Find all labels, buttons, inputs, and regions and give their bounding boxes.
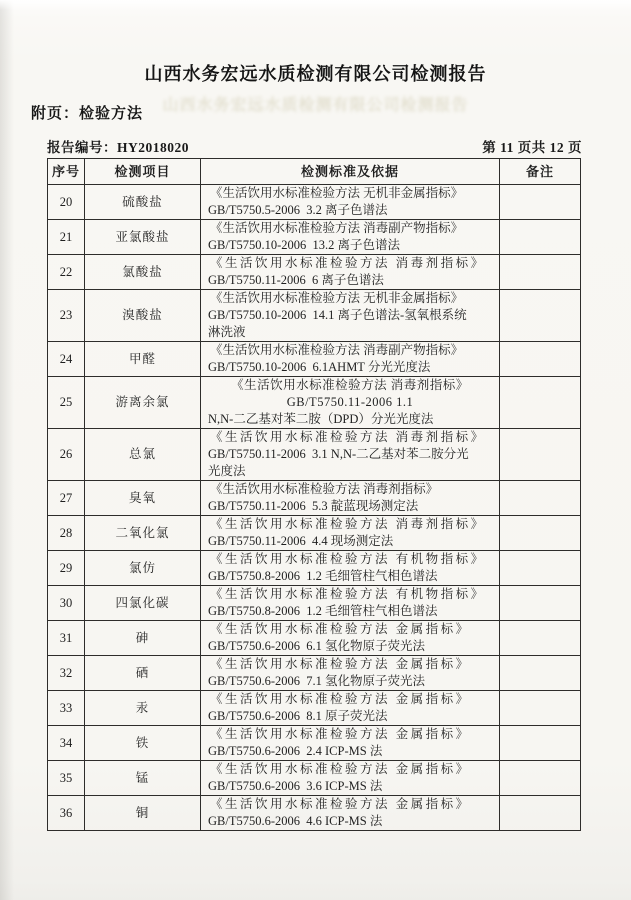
row-number-cell: 33 [48, 691, 85, 726]
attachment-page-label: 附页：检验方法 [31, 105, 144, 122]
remark-cell [500, 761, 581, 796]
test-item-cell: 氯仿 [85, 551, 201, 586]
standard-cell [201, 481, 500, 516]
test-item-cell: 游离余氯 [85, 377, 201, 429]
standard-line: 《生活饮用水标准检验方法 金属指标》 [210, 622, 471, 636]
table-row [48, 726, 581, 761]
standard-line: 《生活饮用水标准检验方法 金属指标》 [210, 727, 471, 741]
standard-line: 《生活饮用水标准检验方法 有机物指标》 [210, 587, 486, 601]
remark-cell [500, 656, 581, 691]
test-item-cell: 锰 [85, 761, 201, 796]
row-number-cell: 34 [48, 726, 85, 761]
remark-cell [500, 516, 581, 551]
scan-edge-shadow [0, 0, 14, 900]
standard-cell [201, 185, 500, 220]
test-item-cell: 硫酸盐 [85, 185, 201, 220]
page-title: 山西水务宏远水质检测有限公司检测报告 [144, 64, 487, 84]
standard-line: GB/T5750.6-2006 4.6 ICP-MS 法 [208, 814, 383, 828]
standard-line: GB/T5750.11-2006 3.1 N,N-二乙基对苯二胺分光 [208, 447, 469, 461]
standard-line: GB/T5750.10-2006 14.1 离子色谱法-氢氧根系统 [208, 308, 467, 322]
row-number-cell: 20 [48, 185, 85, 220]
table-row [48, 220, 581, 255]
standard-line: 光度法 [208, 464, 246, 478]
column-header-remark: 备注 [500, 159, 581, 185]
standard-cell [201, 255, 500, 290]
remark-cell [500, 551, 581, 586]
standard-cell [201, 342, 500, 377]
remark-cell [500, 290, 581, 342]
standard-line: 《生活饮用水标准检验方法 消毒剂指标》 [231, 378, 469, 392]
row-number-cell: 30 [48, 586, 85, 621]
test-item-cell: 氯酸盐 [85, 255, 201, 290]
remark-cell [500, 796, 581, 831]
table-row [48, 761, 581, 796]
standard-line: 《生活饮用水标准检验方法 有机物指标》 [210, 552, 486, 566]
standard-line: GB/T5750.11-2006 5.3 靛蓝现场测定法 [208, 499, 419, 513]
remark-cell [500, 586, 581, 621]
standard-line: 《生活饮用水标准检验方法 金属指标》 [210, 692, 471, 706]
row-number-cell: 24 [48, 342, 85, 377]
scan-top-highlight [0, 0, 631, 10]
standard-cell [201, 551, 500, 586]
standard-cell [201, 429, 500, 481]
row-number-cell: 22 [48, 255, 85, 290]
standard-line: 《生活饮用水标准检验方法 消毒副产物指标》 [210, 221, 464, 235]
remark-cell [500, 691, 581, 726]
standard-line: N,N-二乙基对苯二胺（DPD）分光光度法 [208, 412, 434, 426]
standard-cell [201, 726, 500, 761]
standard-cell [201, 656, 500, 691]
standard-line: GB/T5750.5-2006 3.2 离子色谱法 [208, 203, 388, 217]
standard-line: GB/T5750.11-2006 6 离子色谱法 [208, 273, 384, 287]
remark-cell [500, 220, 581, 255]
column-header-number: 序号 [48, 159, 85, 185]
row-number-cell: 21 [48, 220, 85, 255]
table-row [48, 290, 581, 342]
standard-line: GB/T5750.6-2006 2.4 ICP-MS 法 [208, 744, 383, 758]
test-methods-table [47, 158, 581, 831]
bleed-through-ghost-title: 山西水务宏远水质检测有限公司检测报告 [162, 97, 469, 114]
standard-line: 《生活饮用水标准检验方法 无机非金属指标》 [210, 291, 464, 305]
test-item-cell: 铁 [85, 726, 201, 761]
column-header-standard: 检测标准及依据 [201, 159, 500, 185]
remark-cell [500, 342, 581, 377]
remark-cell [500, 429, 581, 481]
standard-line: GB/T5750.10-2006 13.2 离子色谱法 [208, 238, 401, 252]
row-number-cell: 35 [48, 761, 85, 796]
table-row [48, 691, 581, 726]
report-number: 报告编号：HY2018020 [47, 140, 189, 155]
table-row [48, 481, 581, 516]
table-row [48, 185, 581, 220]
remark-cell [500, 726, 581, 761]
test-item-cell: 硒 [85, 656, 201, 691]
column-header-test-item: 检测项目 [85, 159, 201, 185]
standard-cell [201, 796, 500, 831]
remark-cell [500, 481, 581, 516]
table-row [48, 377, 581, 429]
remark-cell [500, 185, 581, 220]
table-row [48, 516, 581, 551]
test-item-cell: 甲醛 [85, 342, 201, 377]
standard-line: GB/T5750.8-2006 1.2 毛细管柱气相色谱法 [208, 604, 438, 618]
standard-line: GB/T5750.6-2006 8.1 原子荧光法 [208, 709, 388, 723]
test-item-cell: 二氧化氯 [85, 516, 201, 551]
row-number-cell: 36 [48, 796, 85, 831]
row-number-cell: 31 [48, 621, 85, 656]
test-item-cell: 亚氯酸盐 [85, 220, 201, 255]
standard-line: 《生活饮用水标准检验方法 消毒剂指标》 [210, 482, 439, 496]
standard-cell [201, 586, 500, 621]
table-row [48, 656, 581, 691]
test-item-cell: 四氯化碳 [85, 586, 201, 621]
standard-cell [201, 516, 500, 551]
table-row [48, 796, 581, 831]
test-item-cell: 砷 [85, 621, 201, 656]
row-number-cell: 26 [48, 429, 85, 481]
standard-line: GB/T5750.11-2006 4.4 现场测定法 [208, 534, 394, 548]
table-header-row [48, 159, 581, 185]
standard-line: 《生活饮用水标准检验方法 消毒剂指标》 [210, 256, 486, 270]
row-number-cell: 23 [48, 290, 85, 342]
test-item-cell: 溴酸盐 [85, 290, 201, 342]
standard-line: GB/T5750.8-2006 1.2 毛细管柱气相色谱法 [208, 569, 438, 583]
standard-cell [201, 290, 500, 342]
table-row [48, 429, 581, 481]
table-row [48, 255, 581, 290]
test-item-cell: 臭氧 [85, 481, 201, 516]
page-number: 第 11 页共 12 页 [482, 140, 582, 155]
standard-line: 《生活饮用水标准检验方法 消毒剂指标》 [210, 517, 486, 531]
standard-line: 《生活饮用水标准检验方法 金属指标》 [210, 657, 471, 671]
standard-line: GB/T5750.10-2006 6.1AHMT 分光光度法 [208, 360, 431, 374]
standard-cell [201, 377, 500, 429]
table-row [48, 586, 581, 621]
remark-cell [500, 377, 581, 429]
test-item-cell: 铜 [85, 796, 201, 831]
standard-line: 《生活饮用水标准检验方法 金属指标》 [210, 797, 471, 811]
row-number-cell: 27 [48, 481, 85, 516]
row-number-cell: 32 [48, 656, 85, 691]
table-row [48, 551, 581, 586]
standard-line: 《生活饮用水标准检验方法 消毒副产物指标》 [210, 343, 464, 357]
table-row [48, 342, 581, 377]
remark-cell [500, 621, 581, 656]
table-row [48, 621, 581, 656]
standard-line: 《生活饮用水标准检验方法 金属指标》 [210, 762, 471, 776]
row-number-cell: 25 [48, 377, 85, 429]
standard-cell [201, 220, 500, 255]
standard-line: GB/T5750.6-2006 3.6 ICP-MS 法 [208, 779, 383, 793]
standard-line: GB/T5750.6-2006 6.1 氢化物原子荧光法 [208, 639, 426, 653]
remark-cell [500, 255, 581, 290]
row-number-cell: 29 [48, 551, 85, 586]
standard-cell [201, 621, 500, 656]
standard-cell [201, 761, 500, 796]
standard-line: 《生活饮用水标准检验方法 消毒剂指标》 [210, 430, 486, 444]
standard-line: GB/T5750.6-2006 7.1 氢化物原子荧光法 [208, 674, 426, 688]
row-number-cell: 28 [48, 516, 85, 551]
standard-line: 淋洗液 [208, 325, 246, 339]
test-item-cell: 总氯 [85, 429, 201, 481]
standard-line: 《生活饮用水标准检验方法 无机非金属指标》 [210, 186, 464, 200]
test-item-cell: 汞 [85, 691, 201, 726]
standard-cell [201, 691, 500, 726]
standard-line: GB/T5750.11-2006 1.1 [286, 395, 414, 409]
methods-table-body [48, 185, 581, 831]
